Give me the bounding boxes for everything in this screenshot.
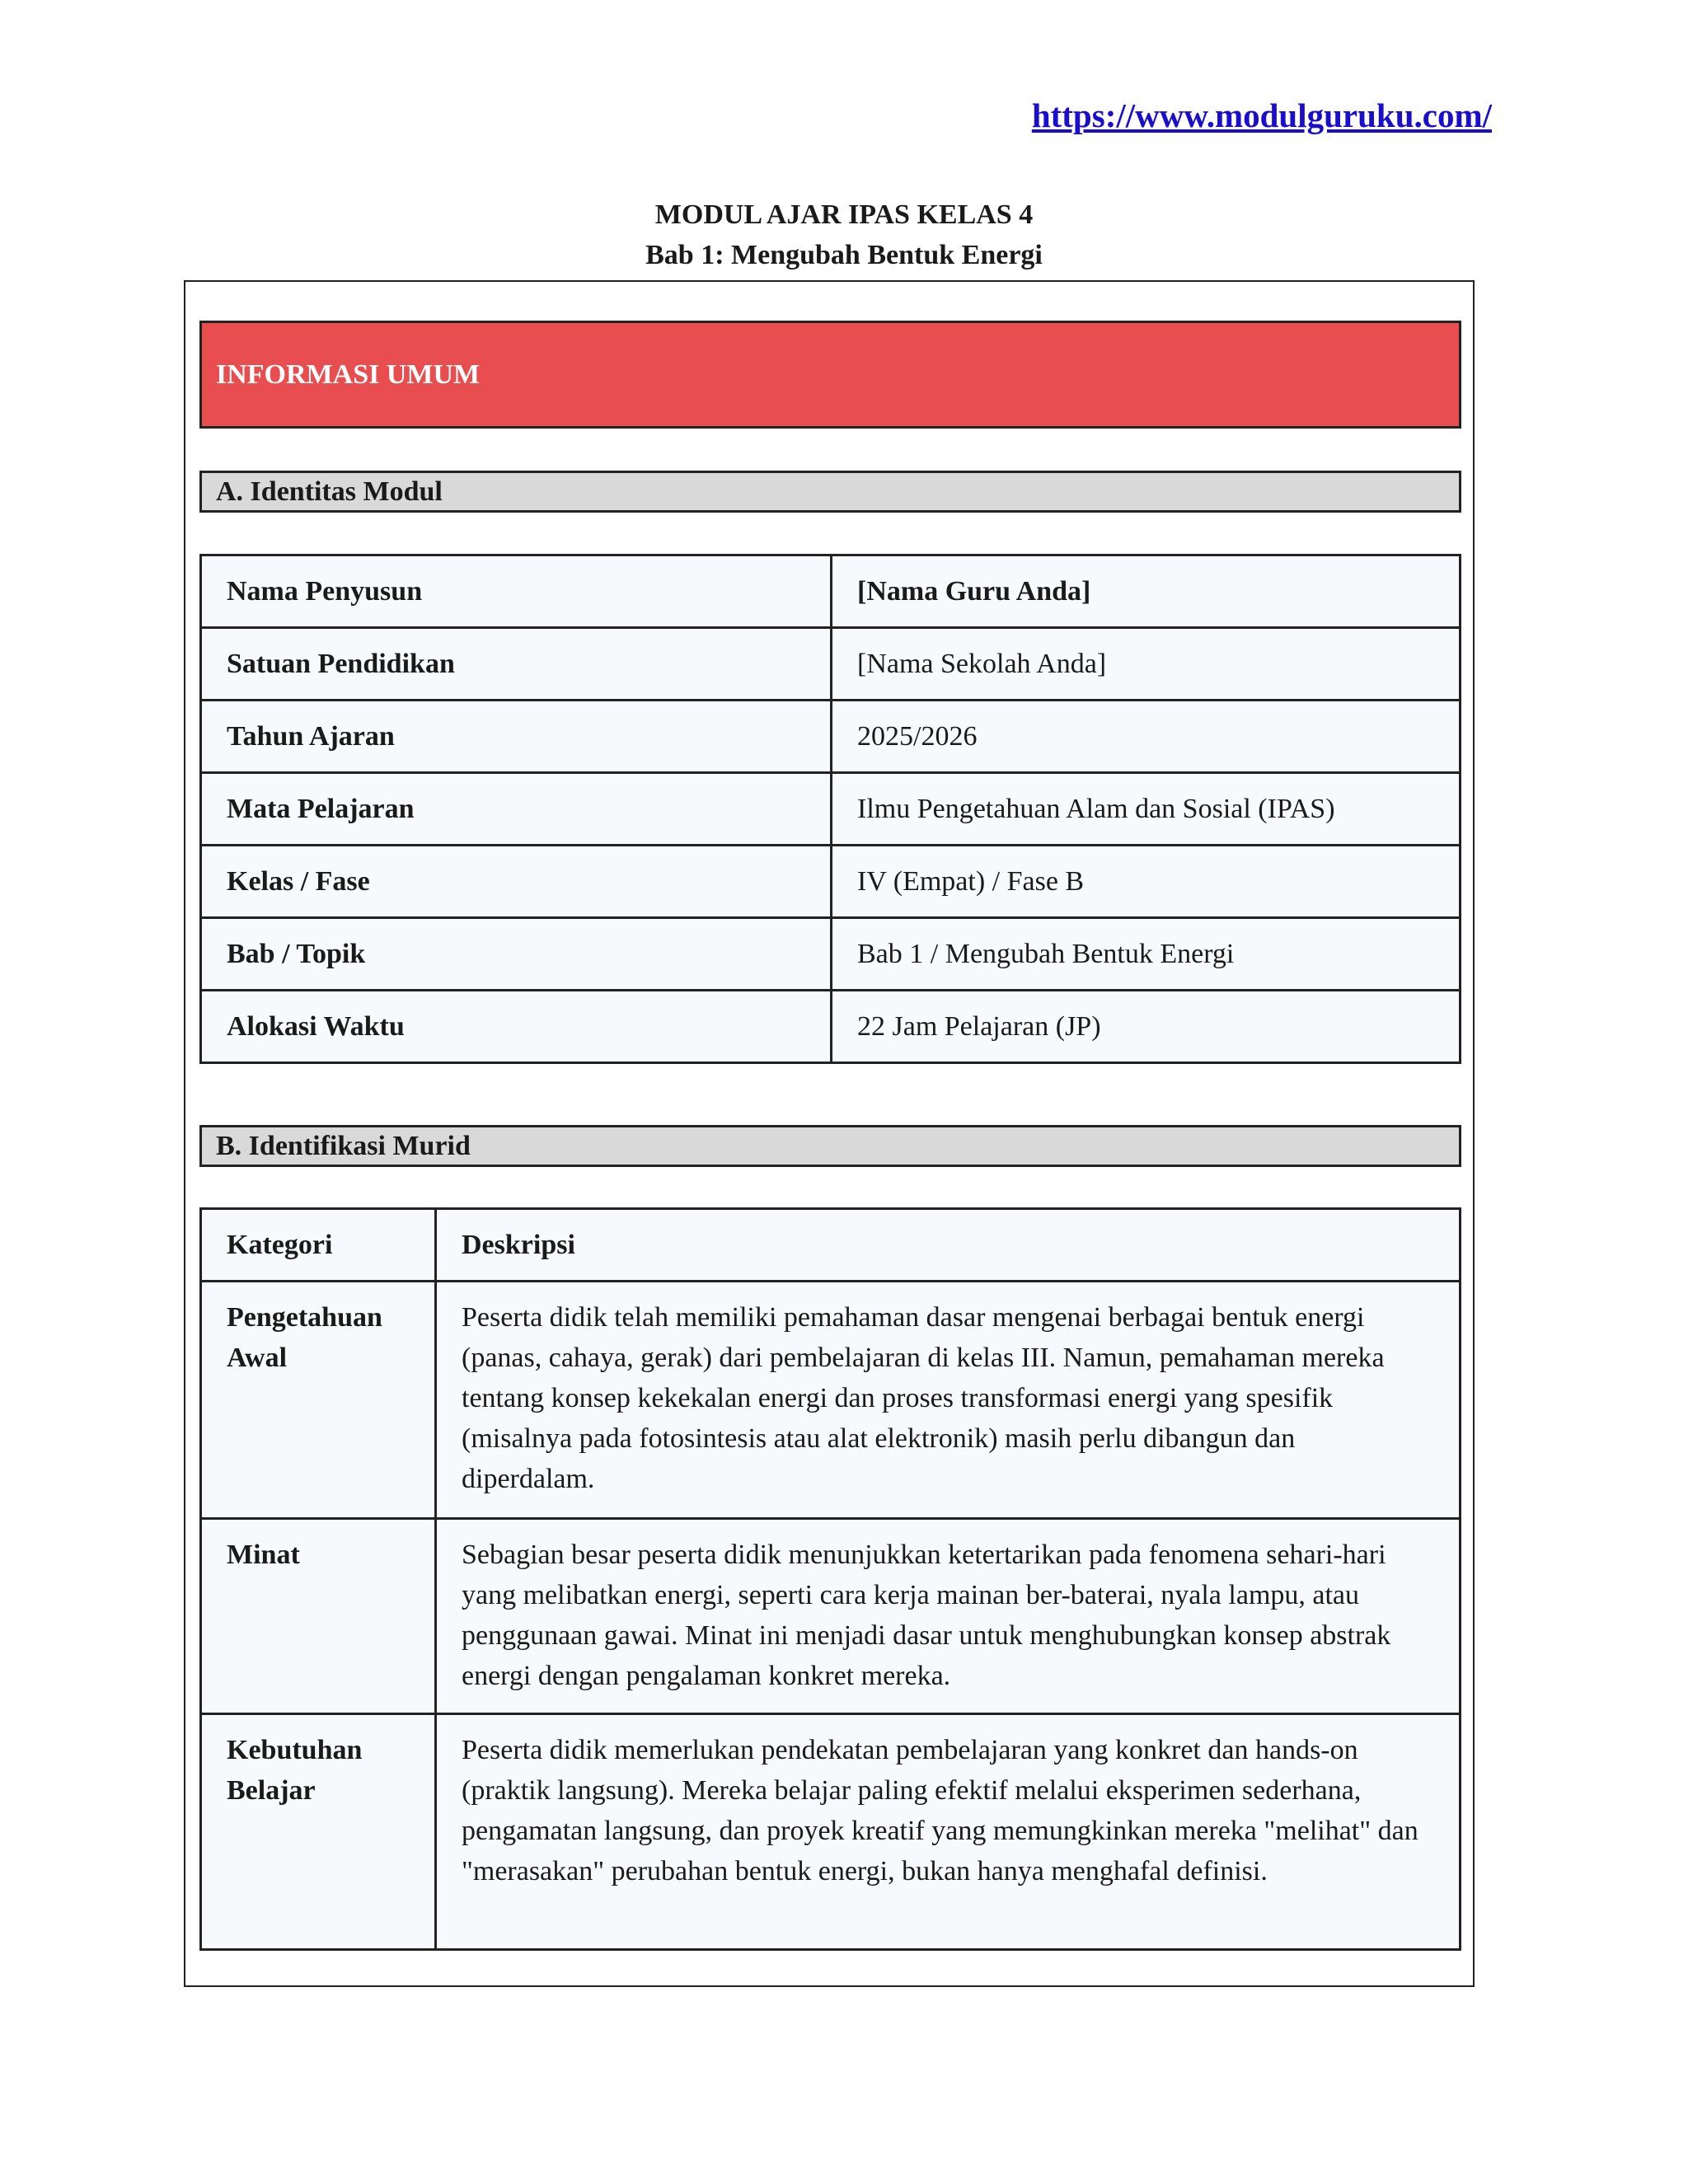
table-row: [201, 918, 1461, 991]
row-value: Sebagian besar peserta didik menunjukkan ketertarikan pada fenomena sehari-hari yang melibatkan energi, seperti cara kerja mainan ber-baterai, nyala lampu, atau penggunaan gawai. Minat ini menjadi dasar untuk menghubungkan konsep abstrak energi dengan pengalaman konkret mereka.: [436, 1519, 1461, 1714]
row-value: Bab 1 / Mengubah Bentuk Energi: [832, 918, 1461, 991]
row-label: Minat: [201, 1519, 436, 1714]
table-row: [201, 701, 1461, 773]
section-b-header: [199, 1125, 1461, 1167]
website-link[interactable]: https://www.modulguruku.com/: [1031, 96, 1492, 134]
row-value: IV (Empat) / Fase B: [832, 846, 1461, 918]
row-label: Alokasi Waktu: [201, 991, 832, 1063]
table-row: [201, 1519, 1461, 1714]
row-label: Kebutuhan Belajar: [201, 1714, 436, 1950]
row-value: [Nama Guru Anda]: [832, 555, 1461, 628]
module-identity-table: [199, 554, 1461, 1064]
document-subtitle: Bab 1: Mengubah Bentuk Energi: [645, 240, 1043, 270]
table-row: [201, 773, 1461, 846]
section-a-title: A. Identitas Modul: [216, 476, 443, 507]
banner-label: INFORMASI UMUM: [216, 359, 481, 390]
document-title: MODUL AJAR IPAS KELAS 4: [654, 199, 1034, 230]
section-a-header: [199, 471, 1461, 513]
table-row: [201, 991, 1461, 1063]
table-header-row: [201, 1209, 1461, 1282]
row-label: Mata Pelajaran: [201, 773, 832, 846]
table-row: [201, 555, 1461, 628]
row-value: [Nama Sekolah Anda]: [832, 628, 1461, 701]
row-value: Peserta didik memerlukan pendekatan pembelajaran yang konkret dan hands-on (praktik langsung). Mereka belajar paling efektif melalui eksperimen sederhana, pengamatan langsung, dan proyek kreatif yang memungkinkan mereka "melihat" dan "merasakan" perubahan bentuk energi, bukan hanya menghafal definisi.: [436, 1714, 1461, 1950]
row-value: 2025/2026: [832, 701, 1461, 773]
row-label: Tahun Ajaran: [201, 701, 832, 773]
table-row: [201, 1282, 1461, 1519]
column-header-description: Deskripsi: [436, 1209, 1461, 1282]
table-row: [201, 628, 1461, 701]
row-value: 22 Jam Pelajaran (JP): [832, 991, 1461, 1063]
row-label: Satuan Pendidikan: [201, 628, 832, 701]
row-label: Pengetahuan Awal: [201, 1282, 436, 1519]
general-info-banner: [199, 321, 1461, 429]
table-row: [201, 1714, 1461, 1950]
row-label: Kelas / Fase: [201, 846, 832, 918]
column-header-category: Kategori: [201, 1209, 436, 1282]
row-label: Nama Penyusun: [201, 555, 832, 628]
table-row: [201, 846, 1461, 918]
student-identification-table: [199, 1207, 1461, 1951]
row-value: Ilmu Pengetahuan Alam dan Sosial (IPAS): [832, 773, 1461, 846]
row-value: Peserta didik telah memiliki pemahaman dasar mengenai berbagai bentuk energi (panas, cahaya, gerak) dari pembelajaran di kelas III. Namun, pemahaman mereka tentang konsep kekekalan energi dan proses transformasi energi yang spesifik (misalnya pada fotosintesis atau alat elektronik) masih perlu dibangun dan diperdalam.: [436, 1282, 1461, 1519]
section-b-title: B. Identifikasi Murid: [216, 1130, 471, 1161]
row-label: Bab / Topik: [201, 918, 832, 991]
